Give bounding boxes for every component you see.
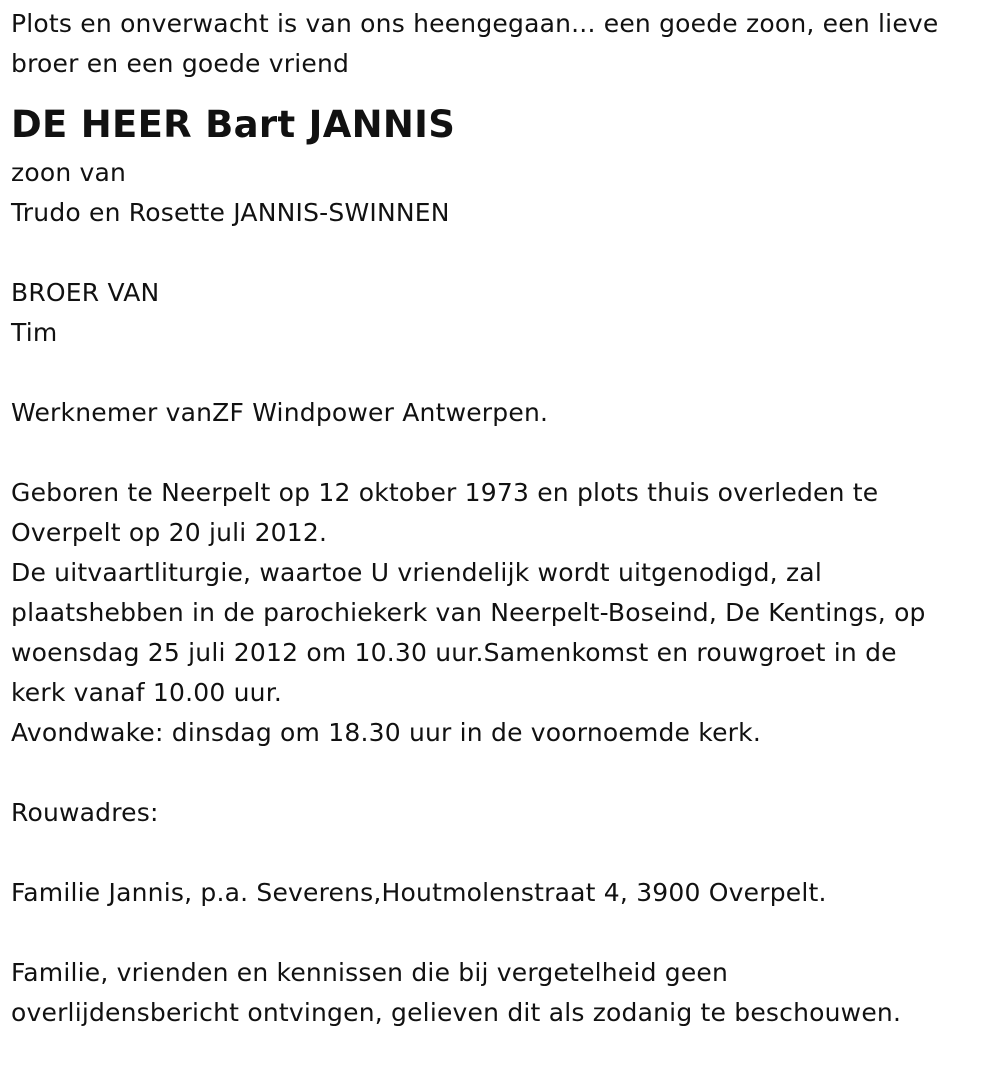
son-of-label: zoon van bbox=[11, 158, 127, 187]
details-line: Avondwake: dinsdag om 18.30 uur in de voornoemde kerk. bbox=[11, 718, 761, 747]
funeral-details bbox=[11, 473, 991, 753]
intro-text bbox=[11, 0, 991, 84]
employer-text: Werknemer vanZF Windpower Antwerpen. bbox=[11, 398, 549, 427]
intro-line: broer en een goede vriend bbox=[11, 49, 350, 78]
closing-line: overlijdensbericht ontvingen, gelieven dit als zodanig te beschouwen. bbox=[11, 998, 902, 1027]
death-notice bbox=[11, 0, 991, 1033]
mourning-address: Familie Jannis, p.a. Severens,Houtmolenstraat 4, 3900 Overpelt. bbox=[11, 878, 827, 907]
details-line: Geboren te Neerpelt op 12 oktober 1973 en plots thuis overleden te bbox=[11, 478, 879, 507]
spacer bbox=[11, 233, 991, 273]
details-line: Overpelt op 20 juli 2012. bbox=[11, 518, 328, 547]
details-line: kerk vanaf 10.00 uur. bbox=[11, 678, 283, 707]
intro-line: Plots en onverwacht is van ons heengegaan... een goede zoon, een lieve bbox=[11, 9, 939, 38]
closing-text bbox=[11, 953, 991, 1033]
details-line: plaatshebben in de parochiekerk van Neerpelt-Boseind, De Kentings, op bbox=[11, 598, 926, 627]
spacer bbox=[11, 913, 991, 953]
sibling-name: Tim bbox=[11, 318, 58, 347]
spacer bbox=[11, 833, 991, 873]
details-line: De uitvaartliturgie, waartoe U vriendelijk wordt uitgenodigd, zal bbox=[11, 558, 822, 587]
spacer bbox=[11, 753, 991, 793]
details-line: woensdag 25 juli 2012 om 10.30 uur.Samenkomst en rouwgroet in de bbox=[11, 638, 897, 667]
parents-names: Trudo en Rosette JANNIS-SWINNEN bbox=[11, 198, 450, 227]
deceased-name: DE HEER Bart JANNIS bbox=[11, 103, 456, 146]
spacer bbox=[11, 353, 991, 393]
brother-of-label: BROER VAN bbox=[11, 278, 160, 307]
address-label: Rouwadres: bbox=[11, 798, 159, 827]
closing-line: Familie, vrienden en kennissen die bij vergetelheid geen bbox=[11, 958, 729, 987]
spacer bbox=[11, 433, 991, 473]
